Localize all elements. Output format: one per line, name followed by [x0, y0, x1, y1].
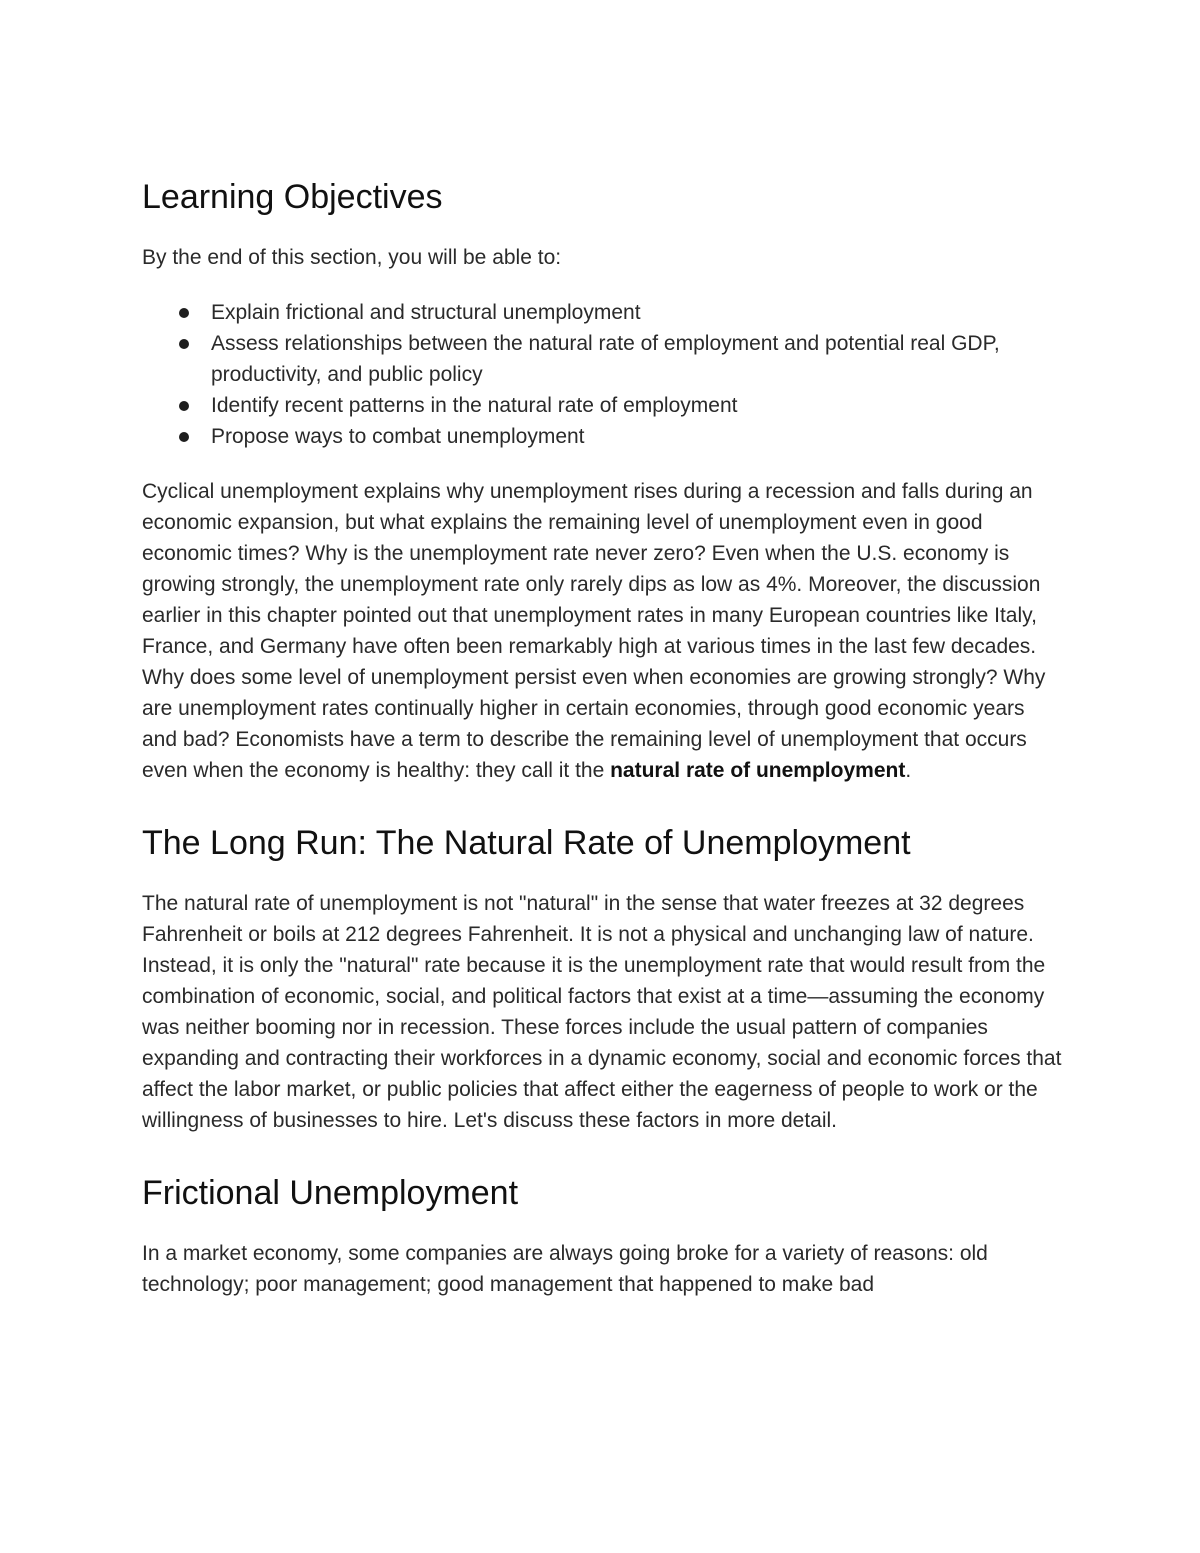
natural-rate-paragraph: The natural rate of unemployment is not "natural" in the sense that water freezes at 32 degrees Fahrenheit or boils at 212 degrees Fahrenheit. It is not a physical and unchanging law of nature. Instead, it is only the "natural" rate because it is the unemployment rate that would result from the combination of economic, social, and political factors that exist at a time—assuming the economy was neither booming nor in recession. These forces include the usual pattern of companies expanding and contracting their workforces in a dynamic economy, social and economic forces that affect the labor market, or public policies that affect either the eagerness of people to work or the willingness of businesses to hire. Let's discuss these factors in more detail. [142, 892, 1062, 1132]
natural-rate-term: natural rate of unemployment [610, 759, 906, 782]
list-item [142, 390, 1071, 421]
natural-rate-heading: The Long Run: The Natural Rate of Unemployment [142, 824, 911, 862]
list-item-text: Assess relationships between the natural rate of employment and potential real GDP, productivity, and public policy [211, 332, 1000, 386]
frictional-paragraph: In a market economy, some companies are always going broke for a variety of reasons: old technology; poor management; good management that happened to make bad [142, 1242, 988, 1296]
intro-paragraph-end: . [905, 759, 912, 782]
learning-objectives-heading: Learning Objectives [142, 178, 443, 216]
bullet-icon [179, 339, 189, 349]
bullet-icon [179, 432, 189, 442]
document-page [142, 174, 1062, 1300]
objectives-list [142, 297, 1062, 452]
list-item-text: Identify recent patterns in the natural rate of employment [211, 394, 738, 417]
list-item [142, 421, 1071, 452]
bullet-icon [179, 401, 189, 411]
bullet-icon [179, 308, 189, 318]
list-item-text: Explain frictional and structural unemployment [211, 301, 641, 324]
frictional-unemployment-heading: Frictional Unemployment [142, 1174, 519, 1212]
list-item [142, 328, 1071, 390]
intro-paragraph [142, 476, 1062, 786]
list-item [142, 297, 1071, 328]
objectives-intro: By the end of this section, you will be able to: [142, 246, 562, 269]
list-item-text: Propose ways to combat unemployment [211, 425, 585, 448]
intro-paragraph-text: Cyclical unemployment explains why unemployment rises during a recession and falls during an economic expansion, but what explains the remaining level of unemployment even in good economic times? Why is the unemployment rate never zero? Even when the U.S. economy is growing strongly, the unemployment rate only rarely dips as low as 4%. Moreover, the discussion earlier in this chapter pointed out that unemployment rates in many European countries like Italy, France, and Germany have often been remarkably high at various times in the last few decades. Why does some level of unemployment persist even when economies are growing strongly? Why are unemployment rates continually higher in certain economies, through good economic years and bad? Economists have a term to describe the remaining level of unemployment that occurs even when the economy is healthy: they call it the [142, 480, 1046, 782]
